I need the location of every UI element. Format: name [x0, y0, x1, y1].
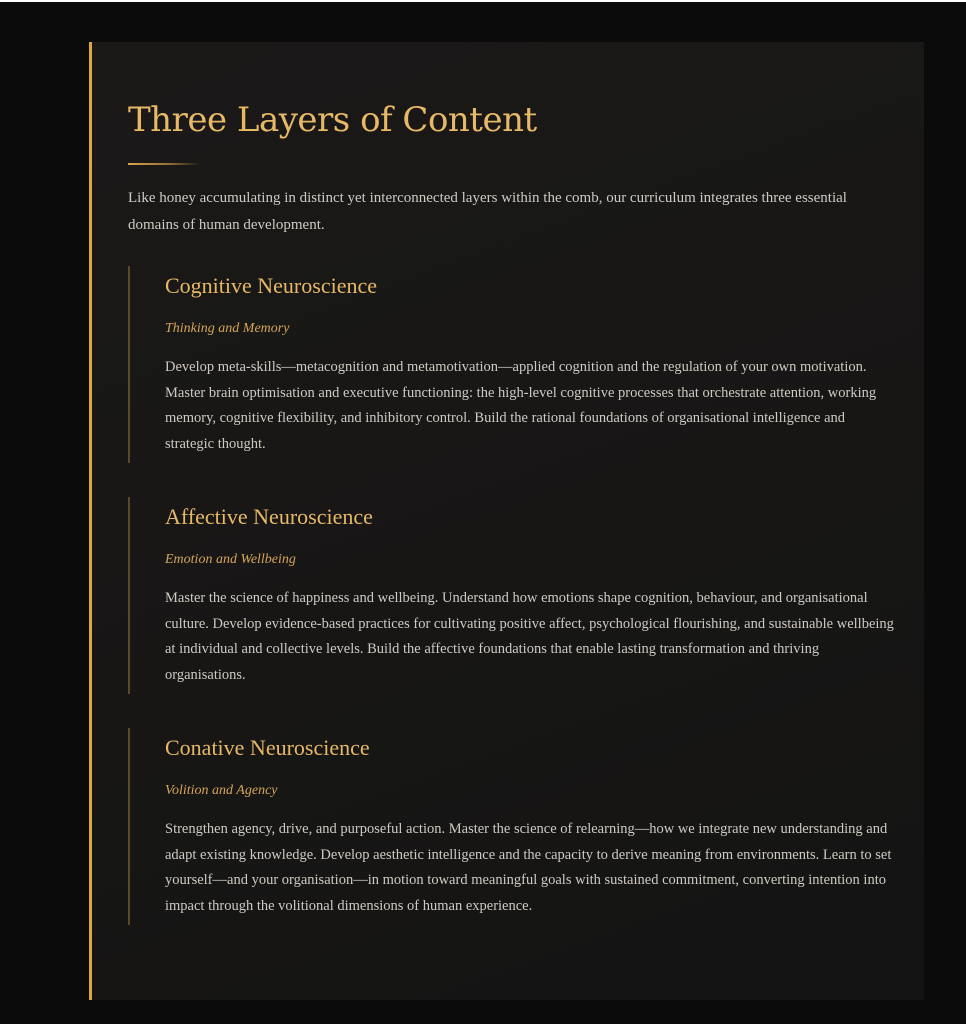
domain-subtitle: Thinking and Memory — [165, 321, 290, 336]
domain-subtitle: Emotion and Wellbeing — [165, 552, 296, 567]
section-intro: Like honey accumulating in distinct yet interconnected layers within the comb, our curriculum integrates three essential domains of human development. — [128, 190, 847, 233]
domain-title: Conative Neuroscience — [165, 735, 370, 760]
section-title: Three Layers of Content — [128, 100, 537, 140]
top-edge-strip — [0, 0, 966, 2]
domain-title: Cognitive Neuroscience — [165, 273, 377, 298]
domain-description: Strengthen agency, drive, and purposeful action. Master the science of relearning—how we integrate new understanding and adapt existing knowledge. Develop aesthetic intelligence and the capacity to derive meaning from environments. Learn to set yourself—and your organisation—in motion toward meaningful goals with sustained commitment, converting intention into impact through the volitional dimensions of human experience. — [165, 821, 892, 914]
domain-subtitle: Volition and Agency — [165, 783, 278, 798]
domain-description: Develop meta-skills—metacognition and metamotivation—applied cognition and the regulation of your own motivation. Master brain optimisation and executive functioning: the high-level cognitive processes that orchestrate attention, working memory, cognitive flexibility, and inhibitory control. Build the rational foundations of organisational intelligence and strategic thought. — [165, 359, 877, 452]
domain-title: Affective Neuroscience — [165, 504, 373, 529]
panel-content — [128, 100, 898, 925]
content-layers-panel — [89, 42, 924, 1000]
domain-description: Master the science of happiness and wellbeing. Understand how emotions shape cognition, behaviour, and organisational culture. Develop evidence-based practices for cultivating positive affect, psychological flourishing, and sustainable wellbeing at individual and collective levels. Build the affective foundations that enable lasting transformation and thriving organisations. — [165, 590, 894, 683]
title-underline-divider — [128, 163, 200, 165]
domain-card-affective — [128, 497, 898, 694]
domain-card-cognitive — [128, 266, 898, 463]
domain-card-conative — [128, 728, 898, 925]
